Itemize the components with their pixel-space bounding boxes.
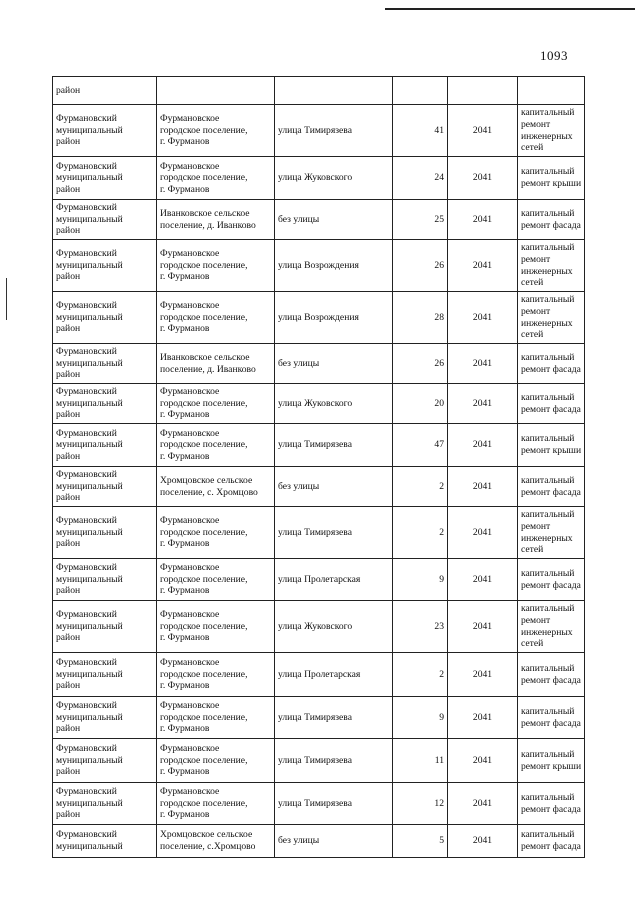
house-cell: 26 bbox=[393, 344, 448, 384]
year-cell: 2041 bbox=[448, 157, 518, 200]
table-row bbox=[53, 601, 585, 653]
house-cell: 9 bbox=[393, 697, 448, 739]
margin-mark bbox=[6, 278, 7, 320]
year-cell: 2041 bbox=[448, 601, 518, 653]
year-cell: 2041 bbox=[448, 384, 518, 424]
settlement-cell: Фурмановское городское поселение, г. Фурманов bbox=[157, 739, 275, 783]
district-cell: район bbox=[53, 77, 157, 105]
table-row bbox=[53, 825, 585, 858]
district-cell: Фурмановский муниципальный район bbox=[53, 240, 157, 292]
district-cell: Фурмановский муниципальный район bbox=[53, 697, 157, 739]
street-cell: без улицы bbox=[275, 467, 393, 507]
settlement-cell: Фурмановское городское поселение, г. Фурманов bbox=[157, 105, 275, 157]
house-cell: 9 bbox=[393, 559, 448, 601]
settlement-cell: Фурмановское городское поселение, г. Фурманов bbox=[157, 384, 275, 424]
work-cell: капитальный ремонт фасада bbox=[518, 200, 585, 240]
table-row bbox=[53, 424, 585, 467]
year-cell: 2041 bbox=[448, 783, 518, 825]
settlement-cell: Иванковское сельское поселение, д. Иванково bbox=[157, 200, 275, 240]
house-cell: 5 bbox=[393, 825, 448, 858]
street-cell: улица Тимирязева bbox=[275, 739, 393, 783]
settlement-cell: Фурмановское городское поселение, г. Фурманов bbox=[157, 292, 275, 344]
house-cell: 41 bbox=[393, 105, 448, 157]
table-row bbox=[53, 559, 585, 601]
work-cell bbox=[518, 77, 585, 105]
work-cell: капитальный ремонт крыши bbox=[518, 157, 585, 200]
street-cell: улица Возрождения bbox=[275, 240, 393, 292]
house-cell: 47 bbox=[393, 424, 448, 467]
street-cell: улица Жуковского bbox=[275, 601, 393, 653]
table-row bbox=[53, 739, 585, 783]
year-cell: 2041 bbox=[448, 825, 518, 858]
settlement-cell: Фурмановское городское поселение, г. Фурманов bbox=[157, 157, 275, 200]
work-cell: капитальный ремонт инженерных сетей bbox=[518, 601, 585, 653]
settlement-cell: Хромцовское сельское поселение, с. Хромцово bbox=[157, 467, 275, 507]
settlement-cell: Хромцовское сельское поселение, с.Хромцово bbox=[157, 825, 275, 858]
year-cell: 2041 bbox=[448, 344, 518, 384]
district-cell: Фурмановский муниципальный район bbox=[53, 105, 157, 157]
settlement-cell bbox=[157, 77, 275, 105]
district-cell: Фурмановский муниципальный район bbox=[53, 783, 157, 825]
year-cell: 2041 bbox=[448, 507, 518, 559]
year-cell: 2041 bbox=[448, 200, 518, 240]
table-row bbox=[53, 200, 585, 240]
table-row bbox=[53, 240, 585, 292]
district-cell: Фурмановский муниципальный район bbox=[53, 292, 157, 344]
work-cell: капитальный ремонт фасада bbox=[518, 653, 585, 697]
street-cell: без улицы bbox=[275, 825, 393, 858]
street-cell: без улицы bbox=[275, 200, 393, 240]
house-cell: 2 bbox=[393, 507, 448, 559]
house-cell: 26 bbox=[393, 240, 448, 292]
work-cell: капитальный ремонт фасада bbox=[518, 344, 585, 384]
district-cell: Фурмановский муниципальный район bbox=[53, 200, 157, 240]
table-row bbox=[53, 697, 585, 739]
table-body bbox=[53, 77, 585, 858]
street-cell: улица Пролетарская bbox=[275, 653, 393, 697]
work-cell: капитальный ремонт крыши bbox=[518, 424, 585, 467]
settlement-cell: Фурмановское городское поселение, г. Фурманов bbox=[157, 507, 275, 559]
work-cell: капитальный ремонт крыши bbox=[518, 739, 585, 783]
house-cell: 23 bbox=[393, 601, 448, 653]
year-cell: 2041 bbox=[448, 105, 518, 157]
house-cell: 2 bbox=[393, 653, 448, 697]
table-row bbox=[53, 653, 585, 697]
street-cell: без улицы bbox=[275, 344, 393, 384]
year-cell: 2041 bbox=[448, 240, 518, 292]
settlement-cell: Иванковское сельское поселение, д. Иванково bbox=[157, 344, 275, 384]
street-cell: улица Тимирязева bbox=[275, 424, 393, 467]
table-row bbox=[53, 507, 585, 559]
year-cell: 2041 bbox=[448, 292, 518, 344]
year-cell: 2041 bbox=[448, 559, 518, 601]
work-cell: капитальный ремонт инженерных сетей bbox=[518, 105, 585, 157]
district-cell: Фурмановский муниципальный район bbox=[53, 344, 157, 384]
house-cell: 2 bbox=[393, 467, 448, 507]
street-cell bbox=[275, 77, 393, 105]
street-cell: улица Тимирязева bbox=[275, 783, 393, 825]
table-row bbox=[53, 157, 585, 200]
repair-schedule-table bbox=[52, 76, 585, 858]
street-cell: улица Тимирязева bbox=[275, 507, 393, 559]
district-cell: Фурмановский муниципальный район bbox=[53, 424, 157, 467]
street-cell: улица Тимирязева bbox=[275, 105, 393, 157]
house-cell: 12 bbox=[393, 783, 448, 825]
district-cell: Фурмановский муниципальный район bbox=[53, 384, 157, 424]
year-cell: 2041 bbox=[448, 739, 518, 783]
street-cell: улица Пролетарская bbox=[275, 559, 393, 601]
work-cell: капитальный ремонт фасада bbox=[518, 783, 585, 825]
district-cell: Фурмановский муниципальный район bbox=[53, 653, 157, 697]
settlement-cell: Фурмановское городское поселение, г. Фурманов bbox=[157, 783, 275, 825]
house-cell: 11 bbox=[393, 739, 448, 783]
work-cell: капитальный ремонт фасада bbox=[518, 559, 585, 601]
street-cell: улица Жуковского bbox=[275, 384, 393, 424]
table-row bbox=[53, 344, 585, 384]
district-cell: Фурмановский муниципальный район bbox=[53, 467, 157, 507]
street-cell: улица Возрождения bbox=[275, 292, 393, 344]
work-cell: капитальный ремонт фасада bbox=[518, 384, 585, 424]
table-row bbox=[53, 292, 585, 344]
year-cell: 2041 bbox=[448, 424, 518, 467]
year-cell bbox=[448, 77, 518, 105]
house-cell bbox=[393, 77, 448, 105]
page-number: 1093 bbox=[540, 48, 568, 63]
house-cell: 24 bbox=[393, 157, 448, 200]
settlement-cell: Фурмановское городское поселение, г. Фурманов bbox=[157, 559, 275, 601]
header-rule bbox=[385, 8, 635, 10]
house-cell: 28 bbox=[393, 292, 448, 344]
continuation-row bbox=[53, 77, 585, 105]
table-row bbox=[53, 467, 585, 507]
year-cell: 2041 bbox=[448, 697, 518, 739]
district-cell: Фурмановский муниципальный район bbox=[53, 739, 157, 783]
work-cell: капитальный ремонт фасада bbox=[518, 697, 585, 739]
district-cell: Фурмановский муниципальный bbox=[53, 825, 157, 858]
district-cell: Фурмановский муниципальный район bbox=[53, 507, 157, 559]
district-cell: Фурмановский муниципальный район bbox=[53, 559, 157, 601]
work-cell: капитальный ремонт инженерных сетей bbox=[518, 507, 585, 559]
house-cell: 25 bbox=[393, 200, 448, 240]
settlement-cell: Фурмановское городское поселение, г. Фурманов bbox=[157, 240, 275, 292]
settlement-cell: Фурмановское городское поселение, г. Фурманов bbox=[157, 424, 275, 467]
settlement-cell: Фурмановское городское поселение, г. Фурманов bbox=[157, 653, 275, 697]
street-cell: улица Тимирязева bbox=[275, 697, 393, 739]
table-row bbox=[53, 384, 585, 424]
work-cell: капитальный ремонт фасада bbox=[518, 825, 585, 858]
house-cell: 20 bbox=[393, 384, 448, 424]
table-row bbox=[53, 105, 585, 157]
settlement-cell: Фурмановское городское поселение, г. Фурманов bbox=[157, 697, 275, 739]
year-cell: 2041 bbox=[448, 467, 518, 507]
district-cell: Фурмановский муниципальный район bbox=[53, 157, 157, 200]
table-row bbox=[53, 783, 585, 825]
work-cell: капитальный ремонт инженерных сетей bbox=[518, 292, 585, 344]
year-cell: 2041 bbox=[448, 653, 518, 697]
street-cell: улица Жуковского bbox=[275, 157, 393, 200]
work-cell: капитальный ремонт фасада bbox=[518, 467, 585, 507]
district-cell: Фурмановский муниципальный район bbox=[53, 601, 157, 653]
settlement-cell: Фурмановское городское поселение, г. Фурманов bbox=[157, 601, 275, 653]
work-cell: капитальный ремонт инженерных сетей bbox=[518, 240, 585, 292]
